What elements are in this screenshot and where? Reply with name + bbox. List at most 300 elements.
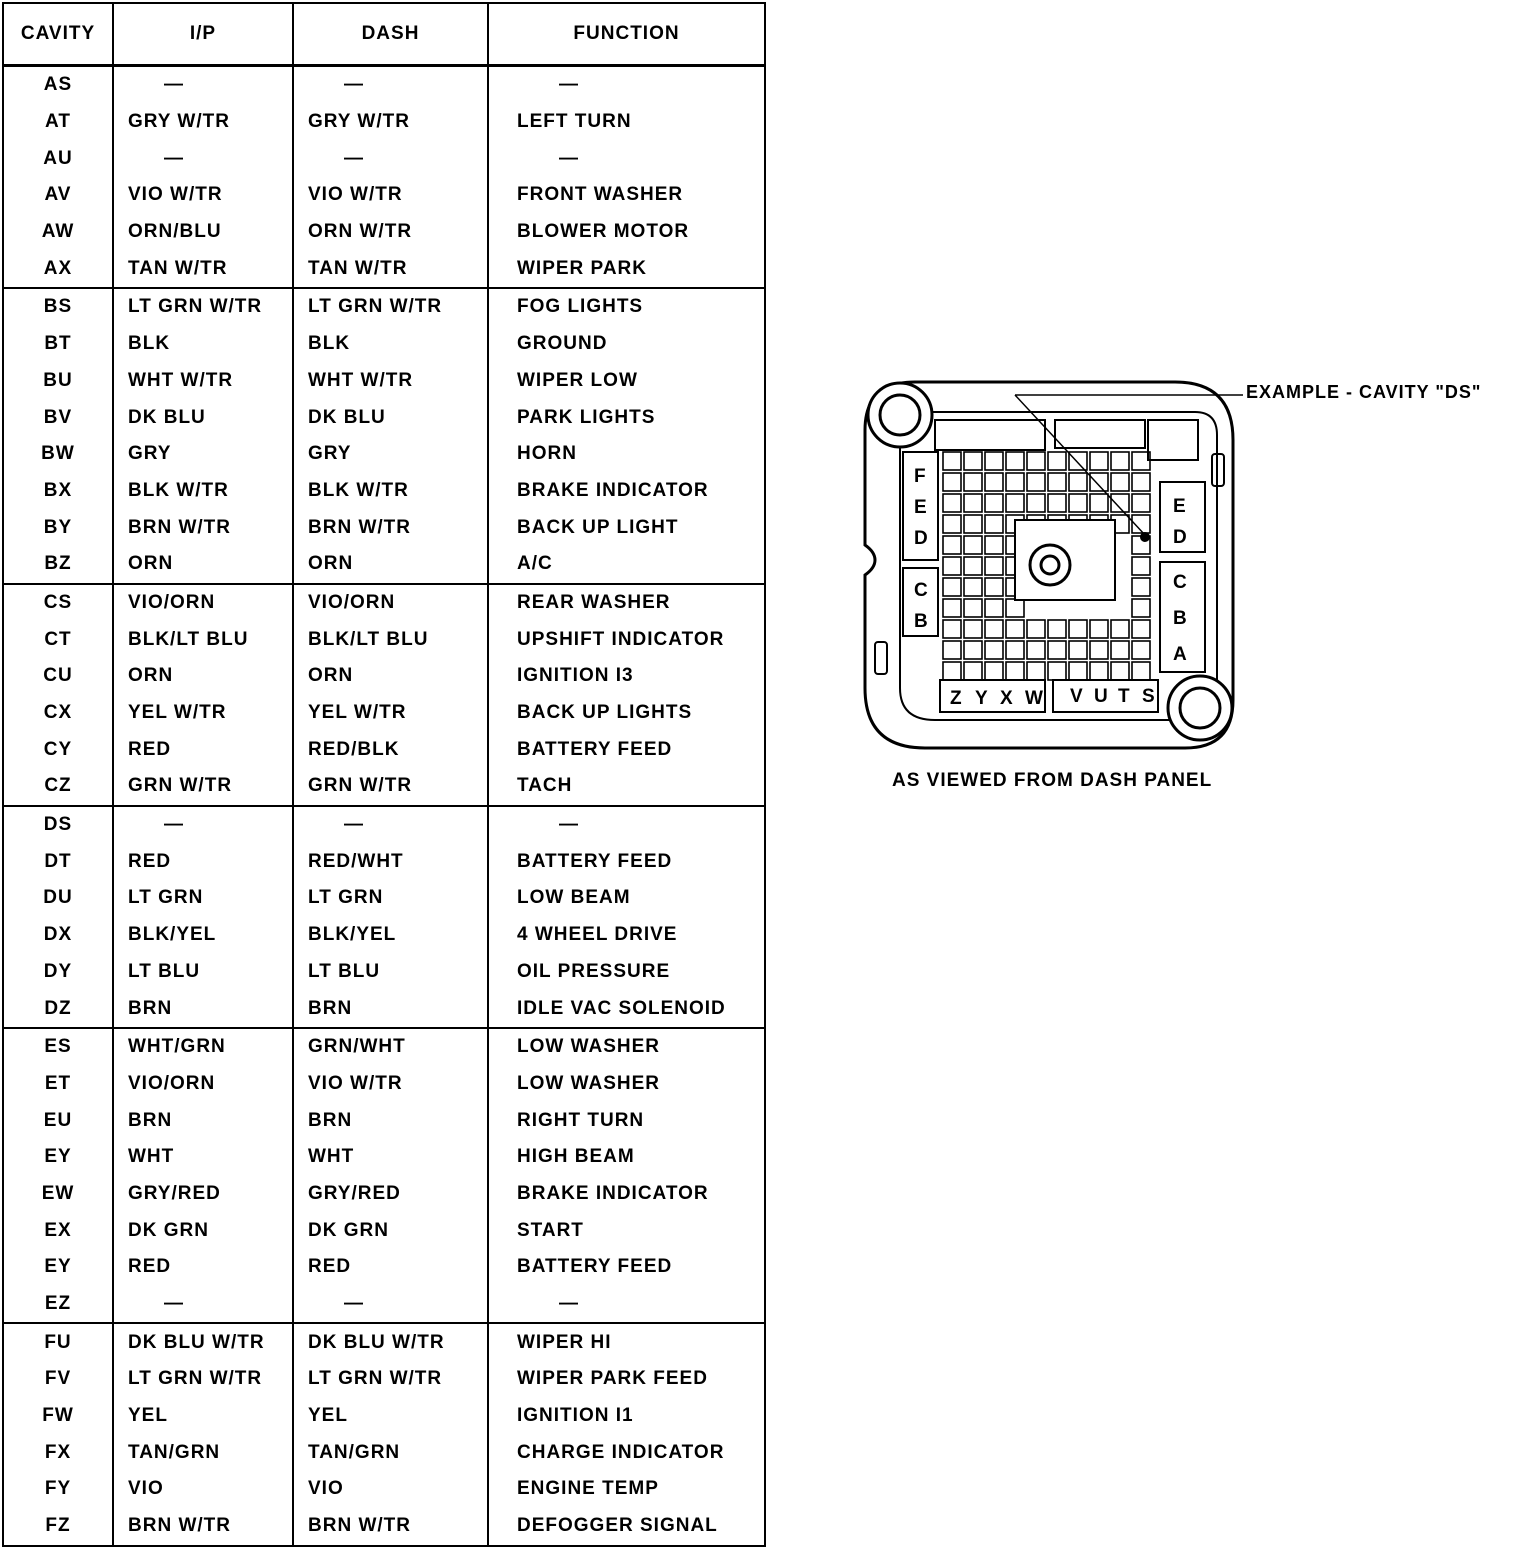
cell-cavity: DY — [3, 954, 113, 991]
cell-dash: ORN W/TR — [293, 214, 488, 251]
cell-function: IDLE VAC SOLENOID — [488, 990, 765, 1028]
cavity-letter-bottom: Z — [950, 688, 962, 709]
cavity-cell — [1048, 620, 1066, 638]
cell-function: LOW WASHER — [488, 1028, 765, 1066]
center-bolt — [1030, 545, 1070, 585]
cell-dash: DK GRN — [293, 1212, 488, 1249]
cell-ip: — — [113, 66, 293, 104]
cavity-cell — [964, 578, 982, 596]
cavity-letter-bottom: U — [1094, 686, 1108, 707]
example-cavity-ds-dot — [1140, 532, 1150, 542]
cavity-cell — [1069, 452, 1087, 470]
table-row — [3, 1249, 765, 1286]
cavity-cell — [1027, 452, 1045, 470]
cell-function: HORN — [488, 436, 765, 473]
cell-dash: RED/BLK — [293, 731, 488, 768]
cavity-cell — [1027, 494, 1045, 512]
table-row — [3, 843, 765, 880]
cavity-cell — [1027, 473, 1045, 491]
cell-cavity: FU — [3, 1323, 113, 1361]
cell-cavity: BX — [3, 473, 113, 510]
table-row — [3, 104, 765, 141]
cell-function: HIGH BEAM — [488, 1139, 765, 1176]
cell-cavity: EX — [3, 1212, 113, 1249]
cavity-cell — [1132, 494, 1150, 512]
cell-ip: VIO/ORN — [113, 584, 293, 622]
cell-dash: ORN — [293, 658, 488, 695]
cell-cavity: CU — [3, 658, 113, 695]
cell-ip: LT GRN W/TR — [113, 288, 293, 326]
cell-ip: DK BLU — [113, 399, 293, 436]
cavity-cell — [943, 620, 961, 638]
cell-function: LOW BEAM — [488, 880, 765, 917]
cavity-letter-right: E — [1173, 496, 1186, 517]
cell-ip: RED — [113, 843, 293, 880]
cell-dash: BRN — [293, 1102, 488, 1139]
cavity-cell — [943, 452, 961, 470]
cavity-cell — [1069, 620, 1087, 638]
cell-function: WIPER LOW — [488, 363, 765, 400]
table-row — [3, 584, 765, 622]
cell-dash: — — [293, 1286, 488, 1324]
header-dash: DASH — [293, 3, 488, 66]
cavity-cell — [1006, 494, 1024, 512]
cell-cavity: DX — [3, 917, 113, 954]
cell-ip: GRY — [113, 436, 293, 473]
cavity-cell — [943, 536, 961, 554]
cell-ip: DK GRN — [113, 1212, 293, 1249]
cavity-cell — [964, 515, 982, 533]
table-row — [3, 1323, 765, 1361]
cell-dash: LT BLU — [293, 954, 488, 991]
table-row — [3, 473, 765, 510]
cell-function: OIL PRESSURE — [488, 954, 765, 991]
cell-ip: — — [113, 806, 293, 844]
cell-cavity: BU — [3, 363, 113, 400]
cell-dash: GRY — [293, 436, 488, 473]
table-row — [3, 1176, 765, 1213]
cavity-cell — [1111, 452, 1129, 470]
cell-dash: BRN — [293, 990, 488, 1028]
cavity-cell — [1027, 620, 1045, 638]
cavity-cell — [985, 620, 1003, 638]
cell-function: ENGINE TEMP — [488, 1471, 765, 1508]
cell-ip: RED — [113, 731, 293, 768]
cell-ip: BLK W/TR — [113, 473, 293, 510]
cell-function: RIGHT TURN — [488, 1102, 765, 1139]
cell-cavity: AX — [3, 250, 113, 288]
cavity-cell — [1006, 473, 1024, 491]
header-cavity: CAVITY — [3, 3, 113, 66]
cell-function: PARK LIGHTS — [488, 399, 765, 436]
cavity-cell — [943, 599, 961, 617]
cell-function: BACK UP LIGHT — [488, 509, 765, 546]
cavity-cell — [964, 473, 982, 491]
table-row — [3, 546, 765, 584]
cell-dash: TAN W/TR — [293, 250, 488, 288]
cell-ip: RED — [113, 1249, 293, 1286]
cell-function: A/C — [488, 546, 765, 584]
cell-dash: GRY/RED — [293, 1176, 488, 1213]
cell-cavity: CY — [3, 731, 113, 768]
table-row — [3, 768, 765, 806]
table-row — [3, 509, 765, 546]
cavity-letter-bottom: S — [1142, 686, 1155, 707]
cell-cavity: EY — [3, 1249, 113, 1286]
cell-function: BRAKE INDICATOR — [488, 473, 765, 510]
cavity-cell — [985, 473, 1003, 491]
cavity-cell — [1048, 662, 1066, 680]
cavity-cell — [1090, 494, 1108, 512]
cell-function: BACK UP LIGHTS — [488, 695, 765, 732]
cavity-cell — [1132, 473, 1150, 491]
table-row — [3, 436, 765, 473]
cavity-cell — [1132, 662, 1150, 680]
cell-ip: LT GRN — [113, 880, 293, 917]
cavity-letter-left: B — [914, 611, 928, 632]
cavity-cell — [964, 557, 982, 575]
cell-dash: DK BLU W/TR — [293, 1323, 488, 1361]
cell-function: UPSHIFT INDICATOR — [488, 621, 765, 658]
table-row — [3, 1398, 765, 1435]
cavity-cell — [1132, 578, 1150, 596]
cell-cavity: CT — [3, 621, 113, 658]
cavity-cell — [985, 557, 1003, 575]
table-row — [3, 990, 765, 1028]
table-row — [3, 880, 765, 917]
cell-function: BLOWER MOTOR — [488, 214, 765, 251]
cell-cavity: AS — [3, 66, 113, 104]
cell-ip: BRN W/TR — [113, 509, 293, 546]
cell-cavity: DU — [3, 880, 113, 917]
cell-ip: WHT/GRN — [113, 1028, 293, 1066]
cavity-cell — [943, 494, 961, 512]
table-row — [3, 1066, 765, 1103]
cavity-cell — [1069, 473, 1087, 491]
cavity-cell — [985, 536, 1003, 554]
cell-ip: — — [113, 1286, 293, 1324]
cavity-cell — [1027, 662, 1045, 680]
cell-cavity: FX — [3, 1434, 113, 1471]
example-leader-line — [1015, 395, 1145, 535]
table-row — [3, 621, 765, 658]
cavity-cell — [1132, 557, 1150, 575]
cavity-letter-right: B — [1173, 608, 1187, 629]
cell-ip: GRY/RED — [113, 1176, 293, 1213]
cell-dash: TAN/GRN — [293, 1434, 488, 1471]
cell-cavity: EZ — [3, 1286, 113, 1324]
cell-ip: BRN — [113, 990, 293, 1028]
table-row — [3, 917, 765, 954]
table-row — [3, 1286, 765, 1324]
cell-function: WIPER HI — [488, 1323, 765, 1361]
cavity-cell — [943, 641, 961, 659]
cell-cavity: DZ — [3, 990, 113, 1028]
cavity-cell — [964, 599, 982, 617]
table-row — [3, 363, 765, 400]
cavity-cell — [1006, 599, 1024, 617]
cell-dash: YEL W/TR — [293, 695, 488, 732]
cell-cavity: BW — [3, 436, 113, 473]
cavity-cell — [1006, 641, 1024, 659]
cell-function: 4 WHEEL DRIVE — [488, 917, 765, 954]
cell-function: IGNITION I3 — [488, 658, 765, 695]
cell-cavity: AV — [3, 177, 113, 214]
cell-cavity: DS — [3, 806, 113, 844]
cavity-cell — [964, 662, 982, 680]
cell-cavity: EW — [3, 1176, 113, 1213]
cell-cavity: AU — [3, 140, 113, 177]
cell-function: DEFOGGER SIGNAL — [488, 1508, 765, 1546]
cavity-cell — [1111, 473, 1129, 491]
table-row — [3, 326, 765, 363]
table-row — [3, 1028, 765, 1066]
cell-function: TACH — [488, 768, 765, 806]
cell-function: GROUND — [488, 326, 765, 363]
header-ip: I/P — [113, 3, 293, 66]
cell-ip: YEL W/TR — [113, 695, 293, 732]
cell-ip: BLK/YEL — [113, 917, 293, 954]
cell-cavity: BY — [3, 509, 113, 546]
cell-cavity: BV — [3, 399, 113, 436]
cell-dash: VIO — [293, 1471, 488, 1508]
cell-ip: ORN — [113, 658, 293, 695]
cell-ip: DK BLU W/TR — [113, 1323, 293, 1361]
cell-ip: ORN — [113, 546, 293, 584]
cell-dash: — — [293, 140, 488, 177]
cell-function: FOG LIGHTS — [488, 288, 765, 326]
cell-ip: WHT W/TR — [113, 363, 293, 400]
cell-ip: TAN W/TR — [113, 250, 293, 288]
cavity-letter-left: D — [914, 528, 928, 549]
cell-cavity: FW — [3, 1398, 113, 1435]
cell-function: LOW WASHER — [488, 1066, 765, 1103]
cavity-cell — [985, 515, 1003, 533]
cell-dash: BLK — [293, 326, 488, 363]
table-row — [3, 1471, 765, 1508]
cell-dash: — — [293, 806, 488, 844]
cell-ip: GRY W/TR — [113, 104, 293, 141]
cavity-cell — [943, 557, 961, 575]
cavity-cell — [1090, 662, 1108, 680]
table-row — [3, 177, 765, 214]
cavity-cell — [1111, 641, 1129, 659]
table-row — [3, 1102, 765, 1139]
cell-cavity: BZ — [3, 546, 113, 584]
mount-hole-top-left — [868, 383, 932, 447]
cell-dash: — — [293, 66, 488, 104]
cavity-letter-bottom: W — [1025, 688, 1043, 709]
cell-function: — — [488, 1286, 765, 1324]
cell-function: REAR WASHER — [488, 584, 765, 622]
cavity-letter-left: C — [914, 580, 928, 601]
cavity-cell — [943, 662, 961, 680]
cell-dash: BRN W/TR — [293, 1508, 488, 1546]
cell-cavity: FY — [3, 1471, 113, 1508]
cavity-cell — [1111, 494, 1129, 512]
latch-left — [875, 642, 887, 674]
cell-dash: BLK/LT BLU — [293, 621, 488, 658]
table-row — [3, 288, 765, 326]
cell-ip: — — [113, 140, 293, 177]
cavity-letter-bottom: T — [1118, 686, 1130, 707]
cell-function: IGNITION I1 — [488, 1398, 765, 1435]
cell-cavity: CZ — [3, 768, 113, 806]
example-label: EXAMPLE - CAVITY "DS" — [1246, 382, 1482, 402]
cavity-cell — [1132, 641, 1150, 659]
cavity-cell — [964, 452, 982, 470]
cavity-cell — [943, 473, 961, 491]
cavity-cell — [985, 452, 1003, 470]
cell-dash: BRN W/TR — [293, 509, 488, 546]
cell-cavity: BS — [3, 288, 113, 326]
table-row — [3, 954, 765, 991]
cell-ip: VIO — [113, 1471, 293, 1508]
table-row — [3, 658, 765, 695]
cavity-cell — [1006, 452, 1024, 470]
cavity-cell — [964, 494, 982, 512]
wiring-table — [2, 2, 766, 1547]
cavity-letter-left: E — [914, 497, 927, 518]
diagram-caption: AS VIEWED FROM DASH PANEL — [892, 770, 1213, 791]
cavity-cell — [964, 641, 982, 659]
table-row — [3, 806, 765, 844]
connector-diagram — [855, 370, 1520, 810]
cavity-cell — [1048, 494, 1066, 512]
cell-ip: BLK — [113, 326, 293, 363]
table-row — [3, 140, 765, 177]
cell-cavity: ET — [3, 1066, 113, 1103]
cell-function: START — [488, 1212, 765, 1249]
cell-cavity: ES — [3, 1028, 113, 1066]
cell-function: LEFT TURN — [488, 104, 765, 141]
cell-function: WIPER PARK — [488, 250, 765, 288]
cavity-cell — [1090, 620, 1108, 638]
cell-cavity: DT — [3, 843, 113, 880]
cell-dash: GRY W/TR — [293, 104, 488, 141]
cell-function: WIPER PARK FEED — [488, 1361, 765, 1398]
cell-cavity: FZ — [3, 1508, 113, 1546]
table-row — [3, 399, 765, 436]
cavity-cell — [1048, 641, 1066, 659]
cavity-cell — [1132, 599, 1150, 617]
cell-dash: WHT — [293, 1139, 488, 1176]
cavity-cell — [985, 578, 1003, 596]
cell-dash: WHT W/TR — [293, 363, 488, 400]
cavity-cell — [964, 536, 982, 554]
table-row — [3, 1212, 765, 1249]
cell-dash: RED — [293, 1249, 488, 1286]
cell-function: BRAKE INDICATOR — [488, 1176, 765, 1213]
cavity-cell — [1111, 662, 1129, 680]
cell-cavity: EU — [3, 1102, 113, 1139]
cell-ip: LT GRN W/TR — [113, 1361, 293, 1398]
cell-cavity: CS — [3, 584, 113, 622]
cell-dash: LT GRN W/TR — [293, 288, 488, 326]
table-row — [3, 695, 765, 732]
cell-function: CHARGE INDICATOR — [488, 1434, 765, 1471]
cell-ip: BLK/LT BLU — [113, 621, 293, 658]
cavity-letter-right: A — [1173, 644, 1187, 665]
cell-function: BATTERY FEED — [488, 731, 765, 768]
cell-ip: VIO/ORN — [113, 1066, 293, 1103]
table-row — [3, 214, 765, 251]
table-header-row — [3, 3, 765, 66]
cavity-cell — [1027, 641, 1045, 659]
table-row — [3, 1361, 765, 1398]
cell-dash: BLK W/TR — [293, 473, 488, 510]
cavity-letter-left: F — [914, 466, 926, 487]
cavity-cell — [1111, 620, 1129, 638]
table-row — [3, 66, 765, 104]
table-body — [3, 66, 765, 1546]
cell-cavity: BT — [3, 326, 113, 363]
cell-function: BATTERY FEED — [488, 1249, 765, 1286]
cell-dash: VIO W/TR — [293, 177, 488, 214]
cavity-cell — [985, 662, 1003, 680]
cavity-cell — [1069, 662, 1087, 680]
cell-dash: BLK/YEL — [293, 917, 488, 954]
cell-ip: GRN W/TR — [113, 768, 293, 806]
cavity-cell — [1006, 662, 1024, 680]
cell-ip: YEL — [113, 1398, 293, 1435]
table-row — [3, 250, 765, 288]
cavity-letter-bottom: X — [1000, 688, 1013, 709]
mount-hole-bottom-right — [1168, 676, 1232, 740]
cell-dash: LT GRN W/TR — [293, 1361, 488, 1398]
cell-ip: BRN — [113, 1102, 293, 1139]
cavity-letter-bottom: Y — [975, 688, 988, 709]
table-row — [3, 1434, 765, 1471]
cell-dash: LT GRN — [293, 880, 488, 917]
cell-ip: VIO W/TR — [113, 177, 293, 214]
cavity-cell — [1048, 473, 1066, 491]
cavity-cell — [1090, 452, 1108, 470]
cavity-cell — [1132, 620, 1150, 638]
cell-dash: DK BLU — [293, 399, 488, 436]
cell-ip: TAN/GRN — [113, 1434, 293, 1471]
cell-function: — — [488, 66, 765, 104]
cell-dash: VIO/ORN — [293, 584, 488, 622]
cavity-cell — [1006, 620, 1024, 638]
cell-dash: YEL — [293, 1398, 488, 1435]
cell-function: FRONT WASHER — [488, 177, 765, 214]
cavity-cell — [943, 515, 961, 533]
cell-cavity: AT — [3, 104, 113, 141]
cell-cavity: FV — [3, 1361, 113, 1398]
cell-dash: ORN — [293, 546, 488, 584]
cavity-letter-right: D — [1173, 527, 1187, 548]
cell-dash: VIO W/TR — [293, 1066, 488, 1103]
cell-cavity: EY — [3, 1139, 113, 1176]
cell-cavity: CX — [3, 695, 113, 732]
cell-ip: LT BLU — [113, 954, 293, 991]
cavity-cell — [985, 494, 1003, 512]
cavity-letter-bottom: V — [1070, 686, 1083, 707]
table-row — [3, 1139, 765, 1176]
cell-ip: ORN/BLU — [113, 214, 293, 251]
cavity-cell — [985, 641, 1003, 659]
cell-dash: GRN/WHT — [293, 1028, 488, 1066]
cell-function: — — [488, 806, 765, 844]
cavity-cell — [985, 599, 1003, 617]
cavity-cell — [1090, 473, 1108, 491]
cavity-cell — [1090, 641, 1108, 659]
cell-function: BATTERY FEED — [488, 843, 765, 880]
cavity-cell — [1048, 452, 1066, 470]
cavity-cell — [1069, 641, 1087, 659]
cavity-letter-right: C — [1173, 572, 1187, 593]
